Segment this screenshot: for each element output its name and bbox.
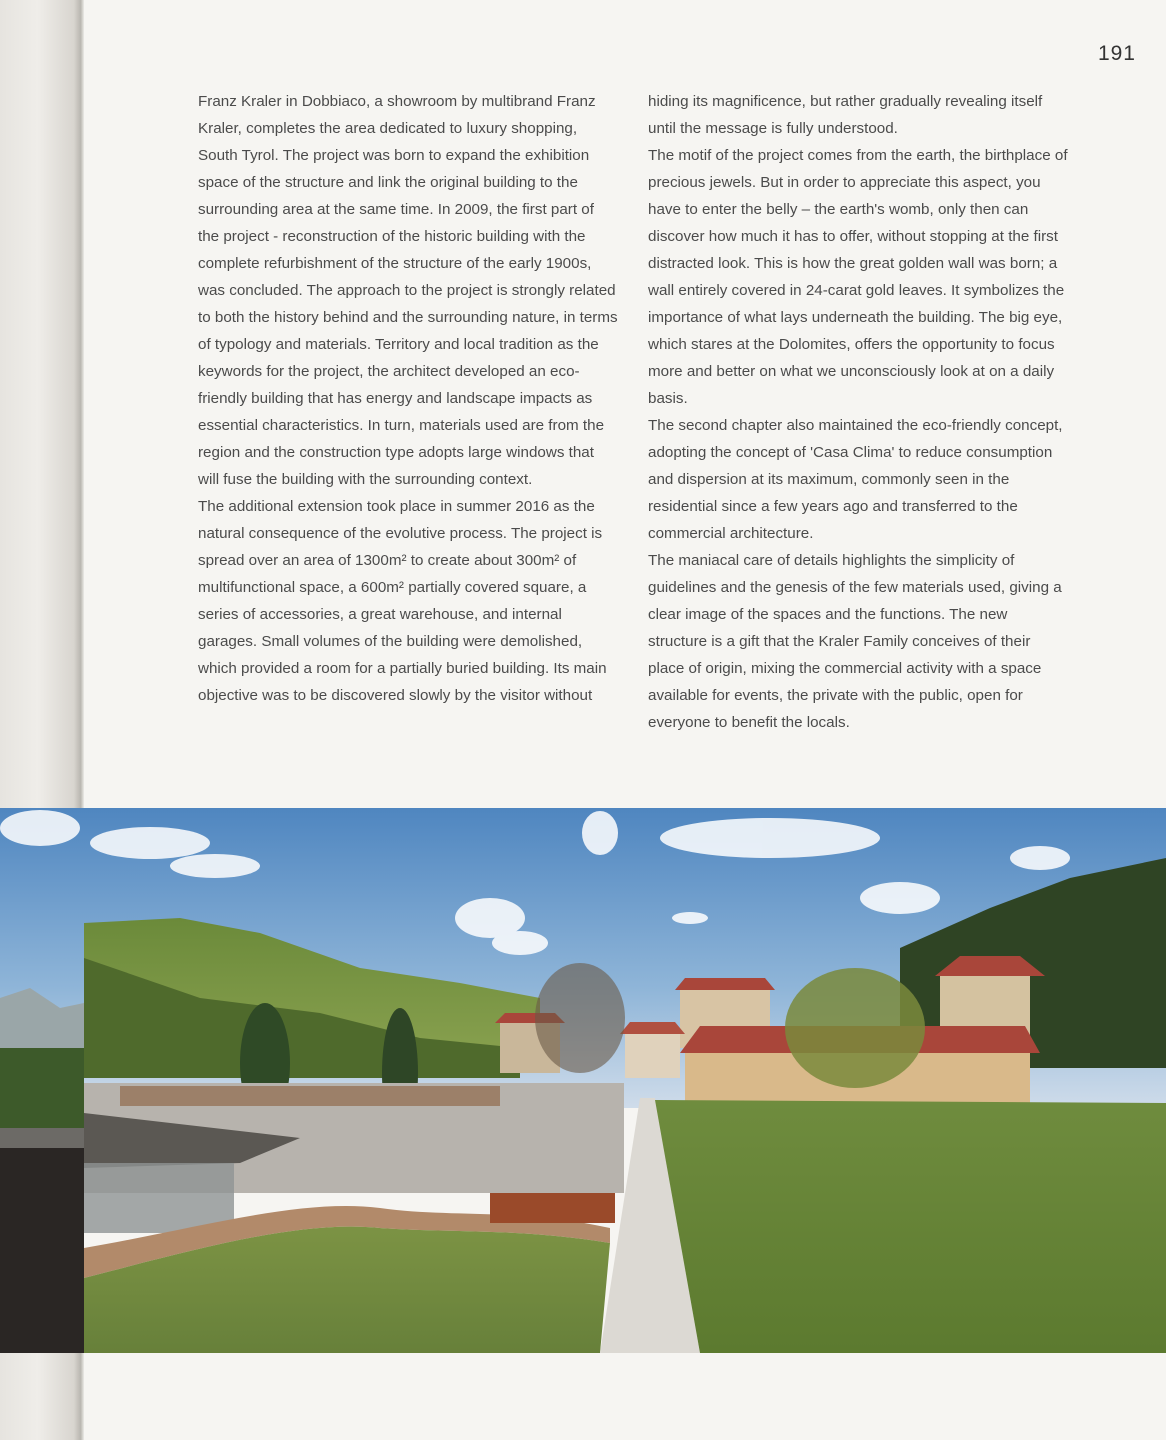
paragraph: hiding its magnificence, but rather gradually revealing itself until the message is fully understood. xyxy=(648,93,1043,137)
hedge xyxy=(120,1086,500,1106)
paragraph: Franz Kraler in Dobbiaco, a showroom by multibrand Franz Kraler, completes the area dedicated to luxury shopping, South Tyrol. The project was born to expand the exhibition space of the structure and link the original building to the surrounding area at the same time. In 2009, the first part of the project - reconstruction of the historic building with the complete refurbishment of the structure of the early 1900s, was concluded. The approach to the project is strongly related to both the history behind and the surrounding nature, in terms of typology and materials. Territory and local tradition as the keywords for the project, the architect developed an eco-friendly building that has energy and landscape impacts as essential characteristics. In turn, materials used are from the region and the construction type adopts large windows that will fuse the building with the surrounding context. xyxy=(198,93,618,488)
paragraph: The maniacal care of details highlights the simplicity of guidelines and the genesis of the few materials used, giving a clear image of the spaces and the functions. The new structure is a gift that the Kraler Family conceives of their place of origin, mixing the commercial activity with a space available for events, the private with the public, open for everyone to benefit the locals. xyxy=(648,552,1062,731)
paragraph: The additional extension took place in summer 2016 as the natural consequence of the evolutive process. The project is spread over an area of 1300m² to create about 300m² of multifunctional space, a 600m² partially covered square, a series of accessories, a great warehouse, and internal garages. Small volumes of the building were demolished, which provided a room for a partially buried building. Its main objective was to be discovered slowly by the visitor without xyxy=(198,498,607,704)
lawn-right xyxy=(655,1100,1166,1353)
text-column-right xyxy=(648,88,1068,736)
page-number: 191 xyxy=(1097,42,1136,65)
canopy-glass xyxy=(84,1163,234,1233)
photo-illustration xyxy=(0,808,1166,1353)
paragraph: The second chapter also maintained the eco-friendly concept, adopting the concept of 'Casa Clima' to reduce consumption and dispersion at its maximum, commonly seen in the residential since a few years ago and transferred to the commercial architecture. xyxy=(648,417,1063,542)
corten-wall xyxy=(490,1193,615,1223)
paragraph: The motif of the project comes from the earth, the birthplace of precious jewels. But in order to appreciate this aspect, you have to enter the belly – the earth's womb, only then can discover how much it has to offer, without stopping at the first distracted look. This is how the great golden wall was born; a wall entirely covered in 24-carat gold leaves. It symbolizes the importance of what lays underneath the building. The big eye, which stares at the Dolomites, offers the opportunity to focus more and better on what we unconsciously look at on a daily basis. xyxy=(648,147,1068,407)
text-column-left xyxy=(198,88,618,709)
landscape-photo xyxy=(0,808,1166,1353)
forest-left-edge xyxy=(0,1048,84,1128)
left-edge-structure xyxy=(0,1128,84,1353)
